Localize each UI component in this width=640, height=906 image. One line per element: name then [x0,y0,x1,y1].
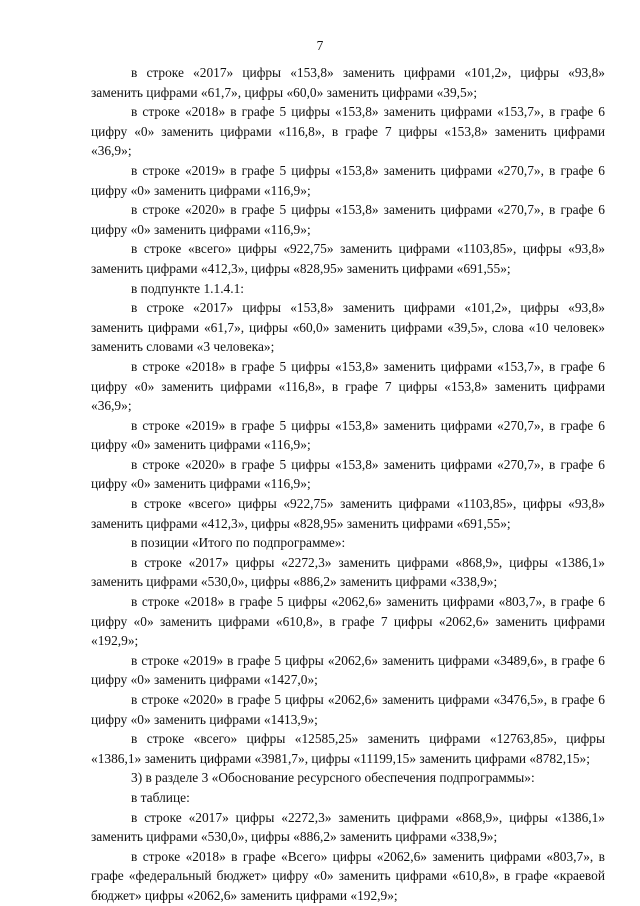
paragraph-amend-2019: в строке «2019» в графе 5 цифры «153,8» заменить цифрами «270,7», в графе 6 цифру «0» заменить цифрами «116,9»; [91,162,605,198]
paragraph-position-2020: в строке «2020» в графе 5 цифры «2062,6» заменить цифрами «3476,5», в графе 6 цифру «0» заменить цифрами «1413,9»; [91,692,605,727]
paragraph-position-2018: в строке «2018» в графе 5 цифры «2062,6» заменить цифрами «803,7», в графе 6 цифру «0» заменить цифрами «610,8», в графе 7 цифры «2062,6» заменить цифрами «192,9»; [91,594,605,649]
document-body [91,63,605,906]
paragraph-position-2019: в строке «2019» в графе 5 цифры «2062,6» заменить цифрами «3489,6», в графе 6 цифру «0» заменить цифрами «1427,0»; [91,652,605,688]
paragraph-position-2017: в строке «2017» цифры «2272,3» заменить цифрами «868,9», цифры «1386,1» заменить цифрами «530,0», цифры «886,2» заменить цифрами «338,9»; [91,554,605,590]
paragraph-amend-2020: в строке «2020» в графе 5 цифры «153,8» заменить цифрами «270,7», в графе 6 цифру «0» заменить цифрами «116,9»; [91,202,605,237]
paragraph-position-heading: в позиции «Итого по подпрограмме»: [131,535,346,551]
paragraph-table-heading: в таблице: [131,789,190,805]
paragraph-table-2018: в строке «2018» в графе «Всего» цифры «2062,6» заменить цифрами «803,7», в графе «федеральный бюджет» цифру «0» заменить цифрами «610,8», в графе «краевой бюджет» цифры «2062,6» заменить цифрами «192,9»; [91,848,605,903]
paragraph-section-3-heading: 3) в разделе 3 «Обоснование ресурсного обеспечения подпрограммы»: [131,770,535,786]
page-number: 7 [316,38,324,53]
paragraph-subclause-heading: в подпункте 1.1.4.1: [131,280,245,296]
paragraph-subclause-2019: в строке «2019» в графе 5 цифры «153,8» заменить цифрами «270,7», в графе 6 цифру «0» заменить цифрами «116,9»; [91,417,605,453]
paragraph-amend-total: в строке «всего» цифры «922,75» заменить цифрами «1103,85», цифры «93,8» заменить цифрами «412,3», цифры «828,95» заменить цифрами «691,55»; [91,241,605,276]
paragraph-position-total: в строке «всего» цифры «12585,25» заменить цифрами «12763,85», цифры «1386,1» заменить цифрами «3981,7», цифры «11199,15» заменить цифрами «8782,15»; [91,731,605,766]
paragraph-subclause-total: в строке «всего» цифры «922,75» заменить цифрами «1103,85», цифры «93,8» заменить цифрами «412,3», цифры «828,95» заменить цифрами «691,55»; [91,496,605,531]
paragraph-amend-2017: в строке «2017» цифры «153,8» заменить цифрами «101,2», цифры «93,8» заменить цифрами «61,7», цифры «60,0» заменить цифрами «39,5»; [91,65,605,100]
paragraph-subclause-2018: в строке «2018» в графе 5 цифры «153,8» заменить цифрами «153,7», в графе 6 цифру «0» заменить цифрами «116,8», в графе 7 цифры «153,8» заменить цифрами «36,9»; [91,358,605,414]
paragraph-subclause-2017: в строке «2017» цифры «153,8» заменить цифрами «101,2», цифры «93,8» заменить цифрами «61,7», цифры «60,0» заменить цифрами «39,5», слова «10 человек» заменить словами «3 человека»; [91,300,605,355]
paragraph-amend-2018: в строке «2018» в графе 5 цифры «153,8» заменить цифрами «153,7», в графе 6 цифру «0» заменить цифрами «116,8», в графе 7 цифры «153,8» заменить цифрами «36,9»; [91,104,605,159]
paragraph-table-2017: в строке «2017» цифры «2272,3» заменить цифрами «868,9», цифры «1386,1» заменить цифрами «530,0», цифры «886,2» заменить цифрами «338,9»; [91,809,605,845]
paragraph-subclause-2020: в строке «2020» в графе 5 цифры «153,8» заменить цифрами «270,7», в графе 6 цифру «0» заменить цифрами «116,9»; [91,456,605,492]
